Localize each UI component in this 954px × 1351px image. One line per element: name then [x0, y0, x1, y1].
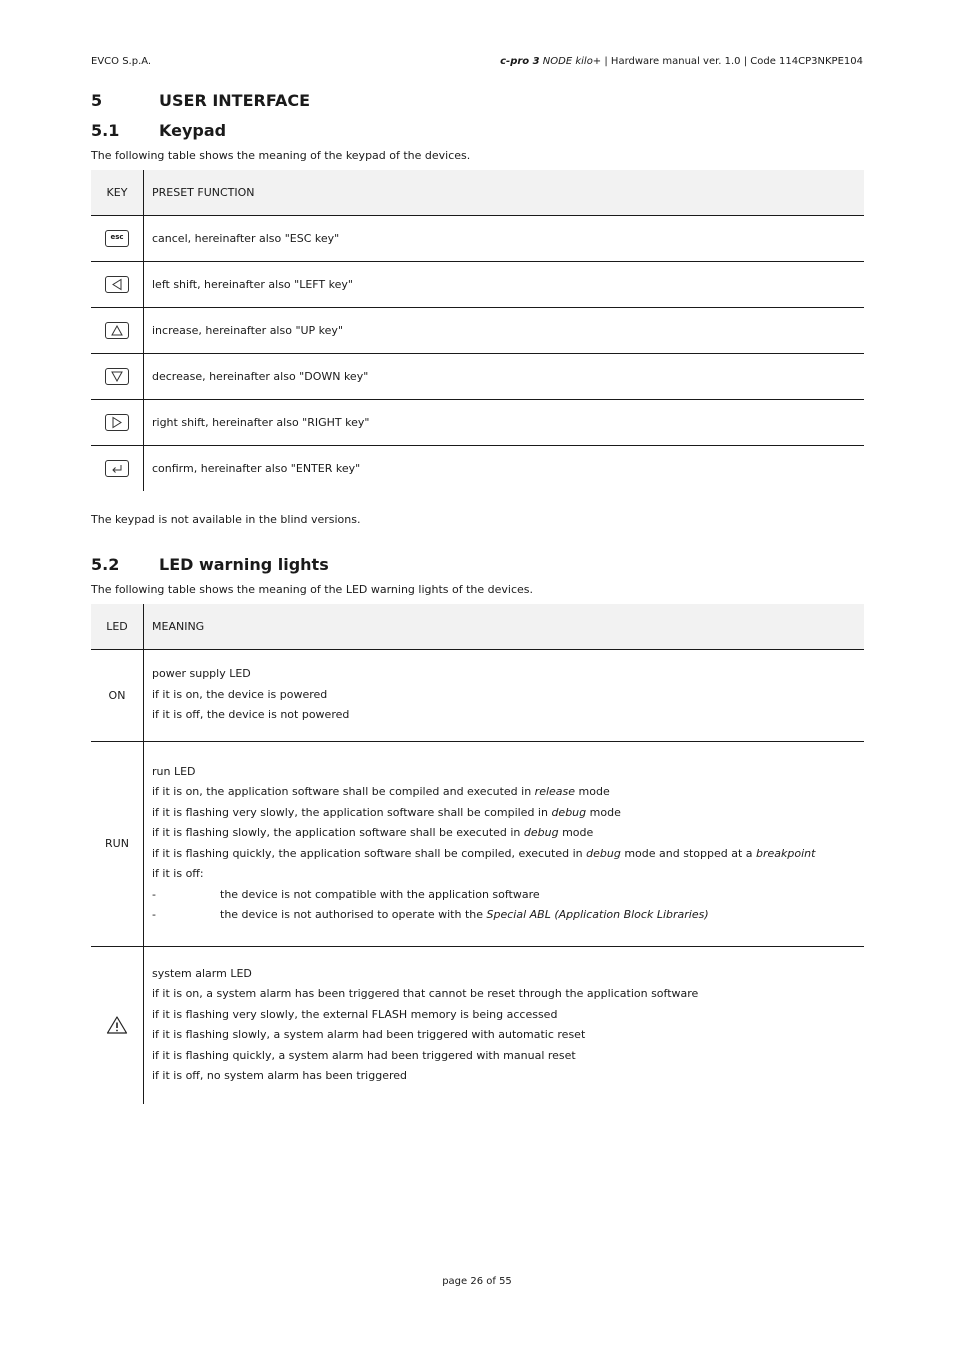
- table-row: [91, 261, 864, 307]
- led-run-label: RUN: [91, 741, 144, 946]
- led-run-meaning: run LED if it is on, the application software shall be compiled and executed in release mode if it is flashing very slowly, the application software shall be compiled in debug mode if it is flashing slowly, the application software shall be executed in debug mode if it is flashing quickly, the application software shall be compiled, executed in debug mode and stopped at a breakpoint if it is off: - the device is not compatible with the application software - the device is not authorised to operate with the Special ABL (Application Block Libraries): [144, 741, 865, 946]
- section-number: 5: [91, 91, 103, 110]
- keypad-table: [91, 170, 864, 491]
- table-row: [91, 741, 864, 946]
- section-title: USER INTERFACE: [159, 91, 310, 110]
- function-text: right shift, hereinafter also "RIGHT key": [144, 399, 865, 445]
- led-on-meaning: power supply LED if it is on, the device is powered if it is off, the device is not powered: [144, 649, 865, 741]
- led-table: [91, 604, 864, 1104]
- esc-key-icon: [105, 230, 129, 247]
- section-heading-5: [91, 91, 310, 110]
- left-key-icon: [105, 276, 129, 293]
- page-number: page 26 of 55: [442, 1276, 512, 1287]
- table-row: [91, 946, 864, 1104]
- function-text: cancel, hereinafter also "ESC key": [144, 215, 865, 261]
- header-company: EVCO S.p.A.: [91, 56, 152, 67]
- table-row: [91, 307, 864, 353]
- table-row: [91, 399, 864, 445]
- table-row: [91, 649, 864, 741]
- esc-key-label: esc: [110, 232, 124, 241]
- section-title: LED warning lights: [159, 555, 329, 574]
- down-key-icon: [105, 368, 129, 385]
- function-text: left shift, hereinafter also "LEFT key": [144, 261, 865, 307]
- header-key: KEY: [91, 170, 144, 215]
- header-product-italic: NODE kilo+: [542, 56, 602, 67]
- header-led: LED: [91, 604, 144, 649]
- function-text: confirm, hereinafter also "ENTER key": [144, 445, 865, 491]
- table-row: [91, 215, 864, 261]
- up-key-icon: [105, 322, 129, 339]
- section-heading-5-2: [91, 555, 329, 574]
- section-heading-5-1: [91, 121, 226, 140]
- header-meaning: MEANING: [144, 604, 865, 649]
- table-row: [91, 353, 864, 399]
- keypad-intro: The following table shows the meaning of the keypad of the devices.: [91, 149, 471, 162]
- header-manual: | Hardware manual ver. 1.0 | Code 114CP3NKPE104: [601, 56, 863, 67]
- section-number: 5.1: [91, 121, 120, 140]
- led-intro: The following table shows the meaning of the LED warning lights of the devices.: [91, 583, 534, 596]
- enter-key-icon: [105, 460, 129, 477]
- section-title: Keypad: [159, 121, 227, 140]
- function-text: increase, hereinafter also "UP key": [144, 307, 865, 353]
- right-key-icon: [105, 414, 129, 431]
- keypad-note: The keypad is not available in the blind versions.: [91, 513, 361, 526]
- header-preset-function: PRESET FUNCTION: [144, 170, 865, 215]
- table-row: [91, 445, 864, 491]
- led-alarm-meaning: system alarm LED if it is on, a system alarm has been triggered that cannot be reset through the application software if it is flashing very slowly, the external FLASH memory is being accessed if it is flashing slowly, a system alarm had been triggered with automatic reset if it is flashing quickly, a system alarm had been triggered with manual reset if it is off, no system alarm has been triggered: [144, 946, 865, 1104]
- warning-icon: [106, 1015, 128, 1035]
- led-on-label: ON: [91, 649, 144, 741]
- header-product-bold: c-pro 3: [500, 56, 540, 67]
- table-header-row: [91, 170, 864, 215]
- section-number: 5.2: [91, 555, 120, 574]
- function-text: decrease, hereinafter also "DOWN key": [144, 353, 865, 399]
- table-header-row: [91, 604, 864, 649]
- header-document-info: [500, 56, 863, 67]
